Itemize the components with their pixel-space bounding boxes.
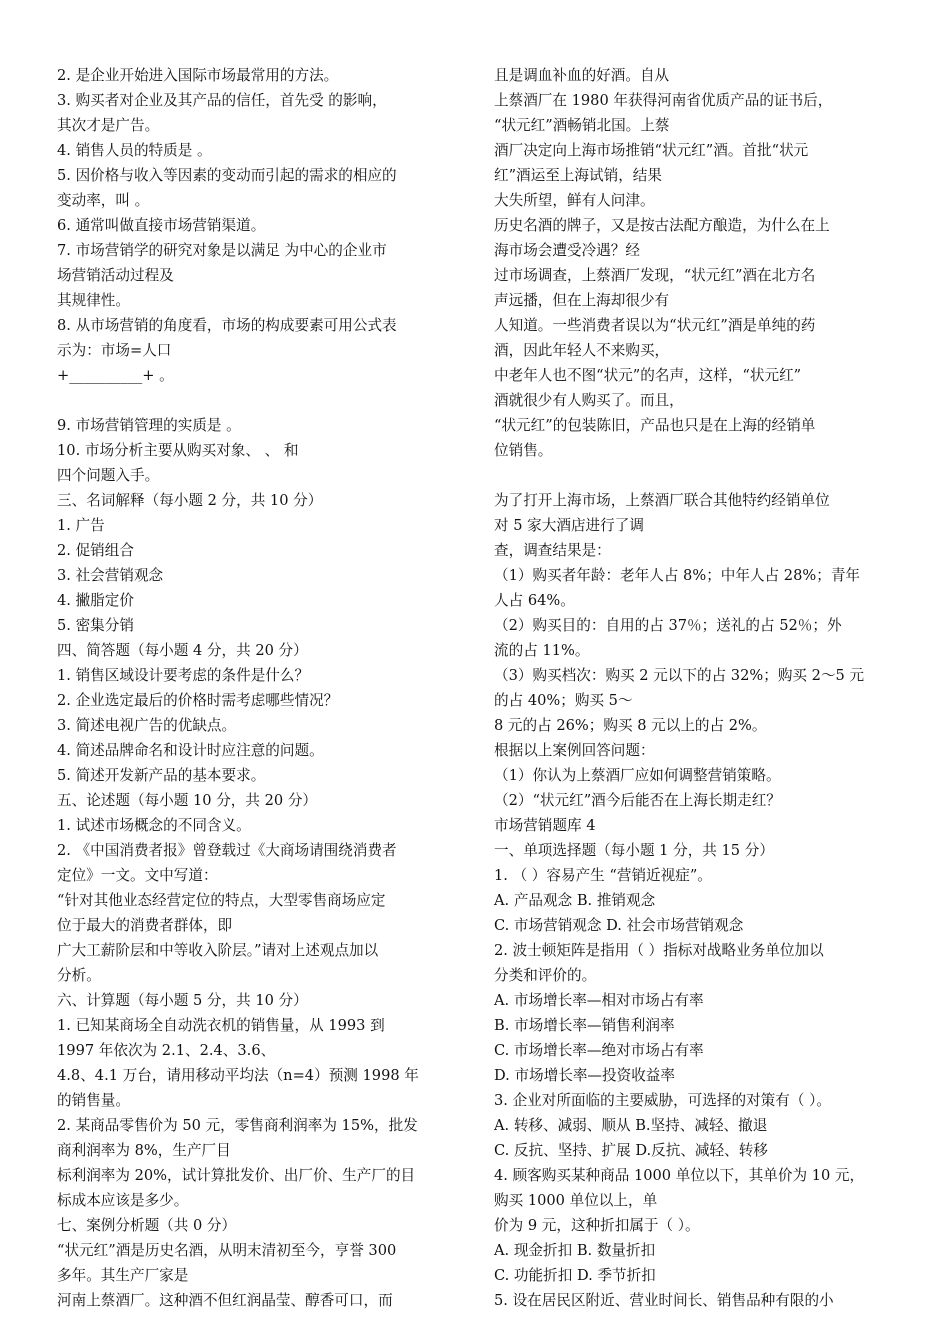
text-line: 3. 购买者对企业及其产品的信任，首先受 的影响， [57,92,387,109]
text-line: 声远播，但在上海却很少有 [494,292,670,309]
text-line: 9. 市场营销管理的实质是 。 [57,417,241,434]
text-line [494,463,906,488]
text-line: C. 市场营销观念 D. 社会市场营销观念 [494,917,744,934]
text-line: 4. 撇脂定价 [57,592,134,609]
text-line: 位于最大的消费者群体，即 [57,917,233,934]
text-line: B. 市场增长率—销售利润率 [494,1017,675,1034]
text-line: 4. 简述品牌命名和设计时应注意的问题。 [57,742,324,759]
text-line: 酒厂决定向上海市场推销“状元红”酒。首批“状元 [494,142,809,159]
text-line: 多年。其生产厂家是 [57,1267,189,1284]
text-line: D. 市场增长率—投资收益率 [494,1067,675,1084]
text-line: 2. 是企业开始进入国际市场最常用的方法。 [57,67,339,84]
text-line: 8. 从市场营销的角度看，市场的构成要素可用公式表 [57,317,397,334]
text-line: 中老年人也不图“状元”的名声，这样，“状元红” [494,367,802,384]
text-line: 1. 广告 [57,517,105,534]
right-text-column [494,63,906,1313]
text-line: 分类和评价的。 [494,967,597,984]
text-line: 2. 波士顿矩阵是指用（ ）指标对战略业务单位加以 [494,942,824,959]
text-line: 2. 《中国消费者报》曾登载过《大商场请围绕消费者 [57,842,397,859]
text-line: 5. 设在居民区附近、营业时间长、销售品种有限的小 [494,1292,834,1309]
text-line: 三、名词解释（每小题 2 分，共 10 分） [57,492,323,509]
text-line: 价为 9 元，这种折扣属于（ ）。 [494,1217,700,1234]
text-line: C. 反抗、坚持、扩展 D.反抗、减轻、转移 [494,1142,768,1159]
text-line: C. 市场增长率—绝对市场占有率 [494,1042,704,1059]
text-line: 其次才是广告。 [57,117,160,134]
text-line: 7. 市场营销学的研究对象是以满足 为中心的企业市 [57,242,387,259]
text-line: 的销售量。 [57,1092,130,1109]
text-line: 5. 简述开发新产品的基本要求。 [57,767,266,784]
text-line: 为了打开上海市场，上蔡酒厂联合其他特约经销单位 [494,492,830,509]
text-line: 四、简答题（每小题 4 分，共 20 分） [57,642,308,659]
text-line: 分析。 [57,967,101,984]
text-line: 七、案例分析题（共 0 分） [57,1217,237,1234]
text-line: 1. 销售区域设计要考虑的条件是什么？ [57,667,310,684]
text-line: 的占 40%；购买 5～ [494,692,633,709]
text-line: 酒，因此年轻人不来购买， [494,342,670,359]
text-line: A. 产品观念 B. 推销观念 [494,892,656,909]
text-line: 1. 已知某商场全自动洗衣机的销售量，从 1993 到 [57,1017,385,1034]
text-line: （1）你认为上蔡酒厂应如何调整营销策略。 [494,767,781,784]
text-line: 购买 1000 单位以上，单 [494,1192,658,1209]
text-line: 酒就很少有人购买了。而且， [494,392,684,409]
text-line: A. 现金折扣 B. 数量折扣 [494,1242,656,1259]
text-line: 一、单项选择题（每小题 1 分，共 15 分） [494,842,774,859]
text-line: 1997 年依次为 2.1、2.4、3.6、 [57,1042,276,1059]
text-line: 3. 社会营销观念 [57,567,164,584]
text-line: A. 转移、减弱、顺从 B.坚持、减轻、撤退 [494,1117,768,1134]
text-line: 4.8、4.1 万台，请用移动平均法（n=4）预测 1998 年 [57,1067,419,1084]
text-line: 6. 通常叫做直接市场营销渠道。 [57,217,266,234]
text-line: 其规律性。 [57,292,130,309]
text-line: 标成本应该是多少。 [57,1192,189,1209]
text-line: 人知道。一些消费者误以为“状元红”酒是单纯的药 [494,317,816,334]
text-line: 10. 市场分析主要从购买对象、 、 和 [57,442,299,459]
text-line: 5. 密集分销 [57,617,134,634]
text-line: “状元红”酒畅销北国。上蔡 [494,117,670,134]
text-line: （3）购买档次：购买 2 元以下的占 32%；购买 2～5 元 [494,667,865,684]
text-line: 2. 企业选定最后的价格时需考虑哪些情况？ [57,692,339,709]
text-line: 查，调查结果是： [494,542,611,559]
text-line: （2）购买目的：自用的占 37％；送礼的占 52％；外 [494,617,842,634]
text-line: 标利润率为 20%，试计算批发价、出厂价、生产厂的目 [57,1167,416,1184]
text-line: 大失所望，鲜有人问津。 [494,192,655,209]
text-line: 商利润率为 8%，生产厂目 [57,1142,231,1159]
text-line: 1. 试述市场概念的不同含义。 [57,817,251,834]
text-line: 且是调血补血的好酒。自从 [494,67,670,84]
text-line: 河南上蔡酒厂。这种酒不但红润晶莹、醇香可口，而 [57,1292,393,1309]
text-line: 四个问题入手。 [57,467,160,484]
text-line: 3. 简述电视广告的优缺点。 [57,717,237,734]
text-line: 对 5 家大酒店进行了调 [494,517,644,534]
text-line: 3. 企业对所面临的主要威胁，可选择的对策有（ ）。 [494,1092,831,1109]
text-line: 变动率，叫 。 [57,192,150,209]
text-line: 海市场会遭受冷遇？经 [494,242,640,259]
text-line: 4. 顾客购买某种商品 1000 单位以下，其单价为 10 元， [494,1167,865,1184]
text-line: （2）“状元红”酒今后能否在上海长期走红？ [494,792,781,809]
text-line: 六、计算题（每小题 5 分，共 10 分） [57,992,308,1009]
text-line [57,388,469,413]
text-line: “状元红”酒是历史名酒，从明末清初至今，亨誉 300 [57,1242,397,1259]
text-line: 人占 64%。 [494,592,575,609]
text-line: 5. 因价格与收入等因素的变动而引起的需求的相应的 [57,167,397,184]
text-line: 位销售。 [494,442,553,459]
text-line: 市场营销题库 4 [494,817,596,834]
text-line: 五、论述题（每小题 10 分，共 20 分） [57,792,318,809]
text-line: 上蔡酒厂在 1980 年获得河南省优质产品的证书后， [494,92,833,109]
text-line: 2. 促销组合 [57,542,134,559]
text-line: 广大工薪阶层和中等收入阶层。”请对上述观点加以 [57,942,379,959]
text-line: 定位》一文。文中写道： [57,867,218,884]
text-line: 8 元的占 26%；购买 8 元以上的占 2%。 [494,717,767,734]
text-line: 2. 某商品零售价为 50 元，零售商利润率为 15%，批发 [57,1117,418,1134]
text-line: C. 功能折扣 D. 季节折扣 [494,1267,656,1284]
text-line: 4. 销售人员的特质是 。 [57,142,212,159]
text-line: “状元红”的包装陈旧，产品也只是在上海的经销单 [494,417,816,434]
text-line: “针对其他业态经营定位的特点，大型零售商场应定 [57,892,386,909]
text-line: 根据以上案例回答问题： [494,742,655,759]
text-line: +__________+ 。 [57,367,174,384]
text-line: 流的占 11%。 [494,642,590,659]
text-line: 1. （ ）容易产生 “营销近视症”。 [494,867,712,884]
text-line: 示为：市场=人口 [57,342,172,359]
text-line: A. 市场增长率—相对市场占有率 [494,992,704,1009]
text-line: 场营销活动过程及 [57,267,174,284]
text-line: （1）购买者年龄：老年人占 8%；中年人占 28%；青年 [494,567,861,584]
left-text-column [57,63,469,1313]
text-line: 红”酒运至上海试销，结果 [494,167,662,184]
text-line: 历史名酒的牌子，又是按古法配方酿造，为什么在上 [494,217,830,234]
text-line: 过市场调查，上蔡酒厂发现，“状元红”酒在北方名 [494,267,816,284]
